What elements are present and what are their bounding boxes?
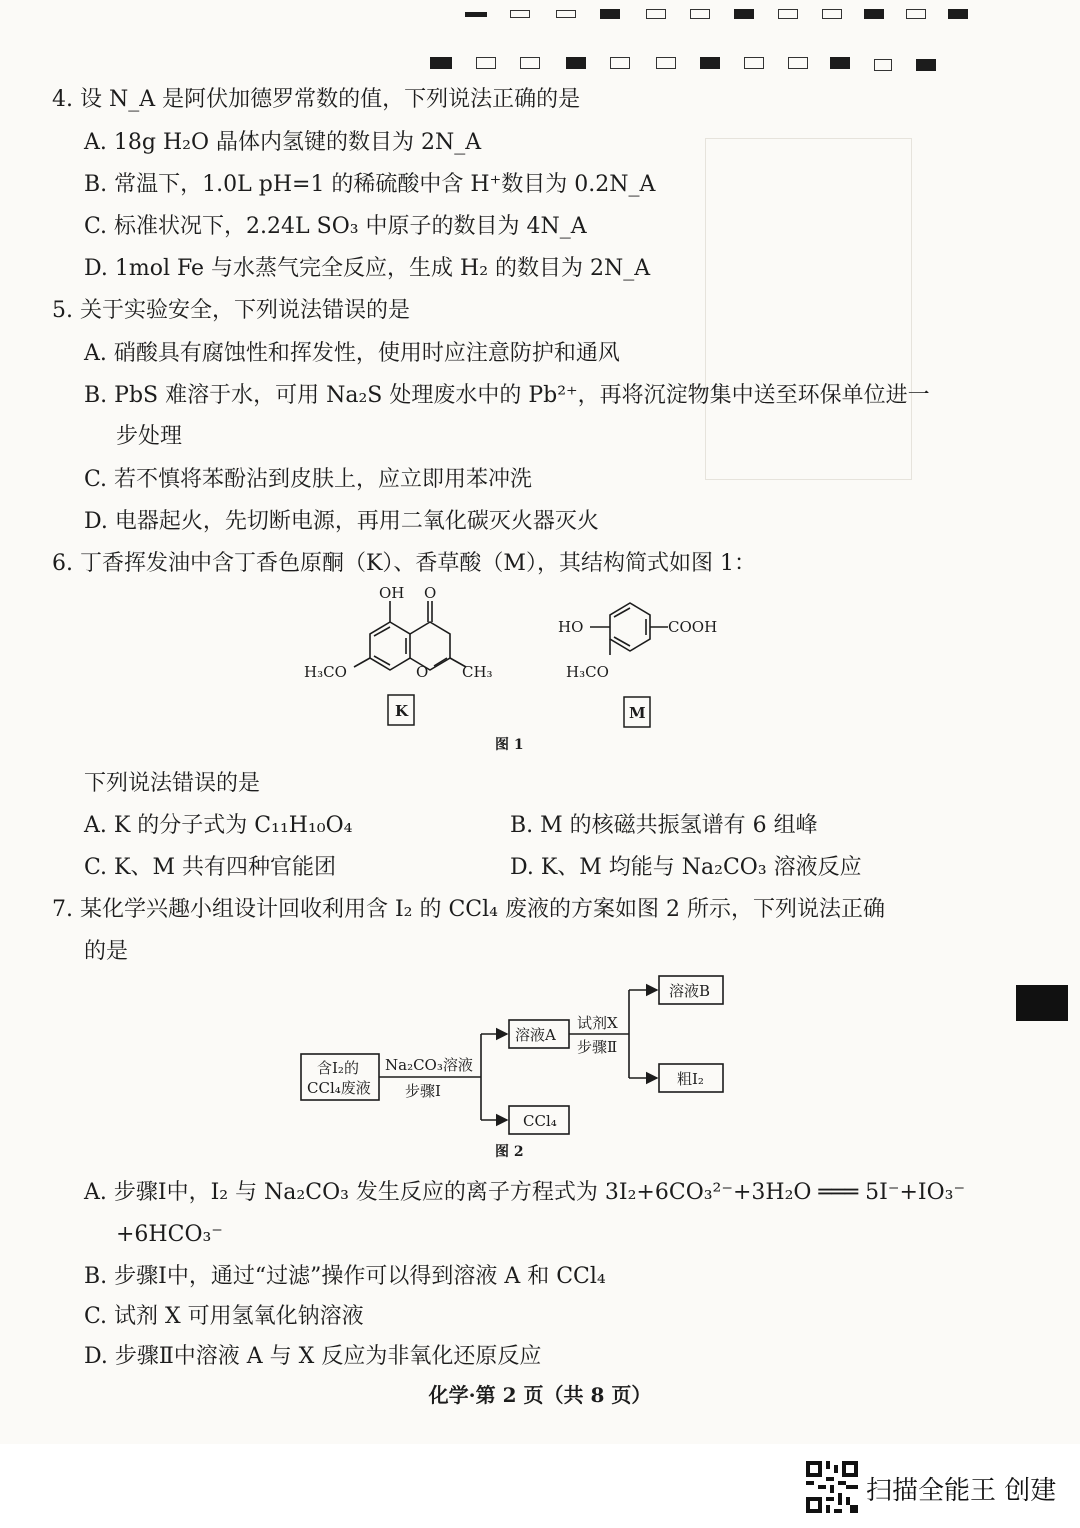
q7-stem: 7. 某化学兴趣小组设计回收利用含 I₂ 的 CCl₄ 废液的方案如图 2 所示，下列说法正确 — [52, 897, 885, 922]
k-ch3-label: CH₃ — [462, 663, 493, 681]
qr-code-icon — [806, 1461, 858, 1513]
m-structure — [590, 603, 668, 655]
ccl4-box: CCl₄ — [523, 1112, 557, 1130]
k-ring-o-label: O — [416, 663, 429, 681]
q4-option-b: B. 常温下，1.0L pH=1 的稀硫酸中含 H⁺数目为 0.2N_A — [84, 172, 656, 197]
q6-prompt: 下列说法错误的是 — [84, 771, 261, 796]
step-1-label: 步骤Ⅰ — [405, 1082, 441, 1100]
bleed-through-frame — [705, 138, 912, 480]
solution-b-box: 溶液B — [669, 982, 711, 1000]
reagent-1-label: Na₂CO₃溶液 — [385, 1056, 473, 1074]
q7-option-b: B. 步骤Ⅰ中，通过“过滤”操作可以得到溶液 A 和 CCl₄ — [84, 1264, 606, 1289]
figure-2-flowchart — [295, 970, 745, 1165]
q5-option-c: C. 若不慎将苯酚沾到皮肤上，应立即用苯冲洗 — [84, 467, 533, 492]
figure-1-structures — [290, 585, 740, 755]
reagent-x-label: 试剂X — [577, 1014, 618, 1032]
scanner-watermark: 扫描全能王 创建 — [866, 1476, 1057, 1506]
solution-a-box: 溶液A — [515, 1026, 556, 1044]
m-ho-label: HO — [558, 618, 584, 636]
q5-stem: 5. 关于实验安全，下列说法错误的是 — [52, 298, 410, 323]
k-carbonyl-o-label: O — [424, 585, 437, 602]
q5-option-b-cont: 步处理 — [116, 424, 183, 449]
page-footer: 化学·第 2 页（共 8 页） — [428, 1383, 652, 1407]
q6-option-b: B. M 的核磁共振氢谱有 6 组峰 — [510, 813, 818, 838]
q4-option-a: A. 18g H₂O 晶体内氢键的数目为 2N_A — [84, 130, 482, 155]
q7-option-a: A. 步骤Ⅰ中，I₂ 与 Na₂CO₃ 发生反应的离子方程式为 3I₂+6CO₃²⁻+3H₂O ═══ 5I⁻+IO₃⁻ — [84, 1180, 966, 1205]
q4-option-d: D. 1mol Fe 与水蒸气完全反应，生成 H₂ 的数目为 2N_A — [84, 256, 651, 281]
q7-option-c: C. 试剂 X 可用氢氧化钠溶液 — [84, 1304, 364, 1329]
m-cooh-label: COOH — [668, 618, 718, 636]
step-2-label: 步骤Ⅱ — [577, 1038, 618, 1056]
q5-option-a: A. 硝酸具有腐蚀性和挥发性，使用时应注意防护和通风 — [84, 341, 620, 366]
k-label: K — [395, 702, 409, 720]
start-box-line1: 含I₂的 — [317, 1059, 359, 1077]
k-structure — [354, 601, 466, 670]
q6-option-d: D. K、M 均能与 Na₂CO₃ 溶液反应 — [510, 855, 862, 880]
figure-1-caption: 图 1 — [495, 737, 524, 753]
figure-2-caption: 图 2 — [495, 1144, 524, 1160]
side-registration-block — [1016, 985, 1068, 1021]
q7-option-d: D. 步骤Ⅱ中溶液 A 与 X 反应为非氧化还原反应 — [84, 1344, 542, 1369]
q7-option-a-cont: +6HCO₃⁻ — [116, 1222, 223, 1247]
crude-i2-box: 粗I₂ — [677, 1070, 704, 1088]
q4-stem: 4. 设 N_A 是阿伏加德罗常数的值，下列说法正确的是 — [52, 87, 581, 112]
q5-option-d: D. 电器起火，先切断电源，再用二氧化碳灭火器灭火 — [84, 509, 599, 534]
q7-stem-cont: 的是 — [84, 939, 129, 964]
k-h3co-label: H₃CO — [304, 663, 347, 681]
k-oh-label: OH — [379, 585, 405, 602]
m-h3co-label: H₃CO — [566, 663, 609, 681]
m-label: M — [629, 704, 646, 722]
q6-stem: 6. 丁香挥发油中含丁香色原酮（K）、香草酸（M），其结构简式如图 1： — [52, 551, 756, 576]
q5-option-b: B. PbS 难溶于水，可用 Na₂S 处理废水中的 Pb²⁺，再将沉淀物集中送至环保单位进一 — [84, 383, 930, 408]
q4-option-c: C. 标准状况下，2.24L SO₃ 中原子的数目为 4N_A — [84, 214, 587, 239]
q6-option-c: C. K、M 共有四种官能团 — [84, 855, 336, 880]
start-box-line2: CCl₄废液 — [307, 1079, 371, 1097]
q6-option-a: A. K 的分子式为 C₁₁H₁₀O₄ — [84, 813, 353, 838]
